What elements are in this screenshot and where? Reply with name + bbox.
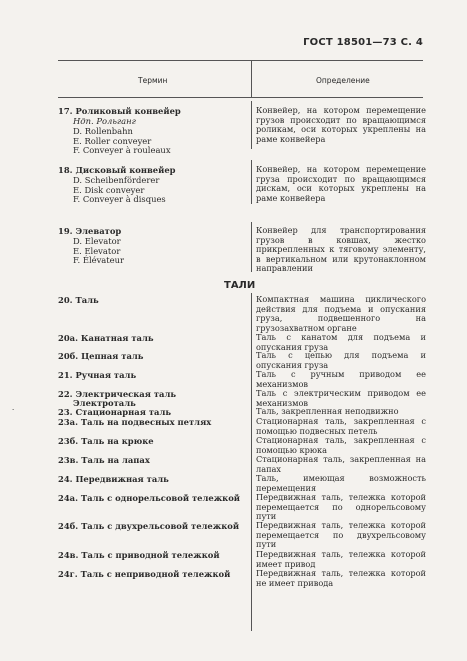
term-24: 24. Передвижная таль [58,474,169,484]
column-divider-18 [251,160,252,204]
definition-22: Таль с электрическим приводом ее механизмов [256,388,426,408]
definition-23: Таль, закрепленная неподвижно [256,406,399,416]
term-23a: 23а. Таль на подвесных петлях [58,417,212,427]
column-divider-17 [251,101,252,149]
term-17-alt-0: Ндп. Рольганг [73,116,136,126]
term-17: 17. Роликовый конвейер [58,106,181,116]
term-23: 23. Стационарная таль [58,407,172,417]
margin-mark: · [12,406,15,414]
term-19-alt-1: E. Elevator [73,246,121,256]
term-24g: 24г. Таль с неприводной тележкой [58,569,231,579]
definition-20a: Таль с канатом для подъема и опускания груза [256,332,426,352]
term-23v: 23в. Таль на лапах [58,455,150,465]
term-17-alt-2: E. Roller conveyer [73,136,152,146]
term-19-alt-2: F. Élévateur [73,255,125,265]
definition-24: Таль, имеющая возможность перемещения [256,473,426,493]
term-17-alt-3: F. Conveyer à rouleaux [73,145,171,155]
section-title: ТАЛИ [224,280,256,291]
term-column-header: Термин [138,76,168,85]
definition-23b: Стационарная таль, закрепленная с помощью крюка [256,435,426,455]
table-header-rule [58,97,423,98]
term-24a: 24а. Таль с однорельсовой тележкой [58,493,241,503]
term-21: 21. Ручная таль [58,370,137,380]
term-18-alt-2: F. Conveyer à disques [73,194,166,204]
term-22-synonym: Электроталь [73,398,136,408]
term-23b: 23б. Таль на крюке [58,436,154,446]
term-20b: 20б. Цепная таль [58,351,144,361]
term-20: 20. Таль [58,295,99,305]
term-22: 22. Электрическая таль [58,389,177,399]
column-divider-19 [251,222,252,272]
definition-18: Конвейер, на котором перемещение груза происходит по вращающимся дискам, оси которых укреплены на раме конвейера [256,164,426,203]
definition-17: Конвейер, на котором перемещение грузов происходит по вращающимся роликам, оси которых укреплены на раме конвейера [256,105,426,144]
term-24b: 24б. Таль с двухрельсовой тележкой [58,521,240,531]
term-18: 18. Дисковый конвейер [58,165,176,175]
term-18-alt-0: D. Scheibenförderer [73,175,160,185]
term-24v: 24в. Таль с приводной тележкой [58,550,220,560]
definition-24a: Передвижная таль, тележка которой перемещается по однорельсовому пути [256,492,426,522]
definition-20b: Таль с цепью для подъема и опускания груза [256,350,426,370]
definition-21: Таль с ручным приводом ее механизмов [256,369,426,389]
table-top-rule [58,60,423,61]
term-18-alt-1: E. Disk conveyer [73,185,145,195]
term-17-alt-1: D. Rollenbahn [73,126,133,136]
definition-24v: Передвижная таль, тележка которой имеет привод [256,549,426,569]
definition-column-header: Определение [316,76,370,85]
definition-23v: Стационарная таль, закрепленная на лапах [256,454,426,474]
column-divider-section [251,293,252,631]
definition-23a: Стационарная таль, закрепленная с помощью подвесных петель [256,416,426,436]
column-divider-head [251,60,252,97]
term-19: 19. Элеватор [58,226,122,236]
page-header: ГОСТ 18501—73 С. 4 [303,37,423,48]
term-20a: 20а. Канатная таль [58,333,154,343]
definition-20: Компактная машина циклического действия для подъема и опускания груза, подвешенного на грузозахватном органе [256,294,426,333]
definition-19: Конвейер для транспортирования грузов в ковшах, жестко прикрепленных к тяговому элементу, в вертикальном или крутонаклонном направлении [256,225,426,274]
definition-24g: Передвижная таль, тележка которой не имеет привода [256,568,426,588]
term-19-alt-0: D. Elevator [73,236,121,246]
definition-24b: Передвижная таль, тележка которой перемещается по двухрельсовому пути [256,520,426,550]
